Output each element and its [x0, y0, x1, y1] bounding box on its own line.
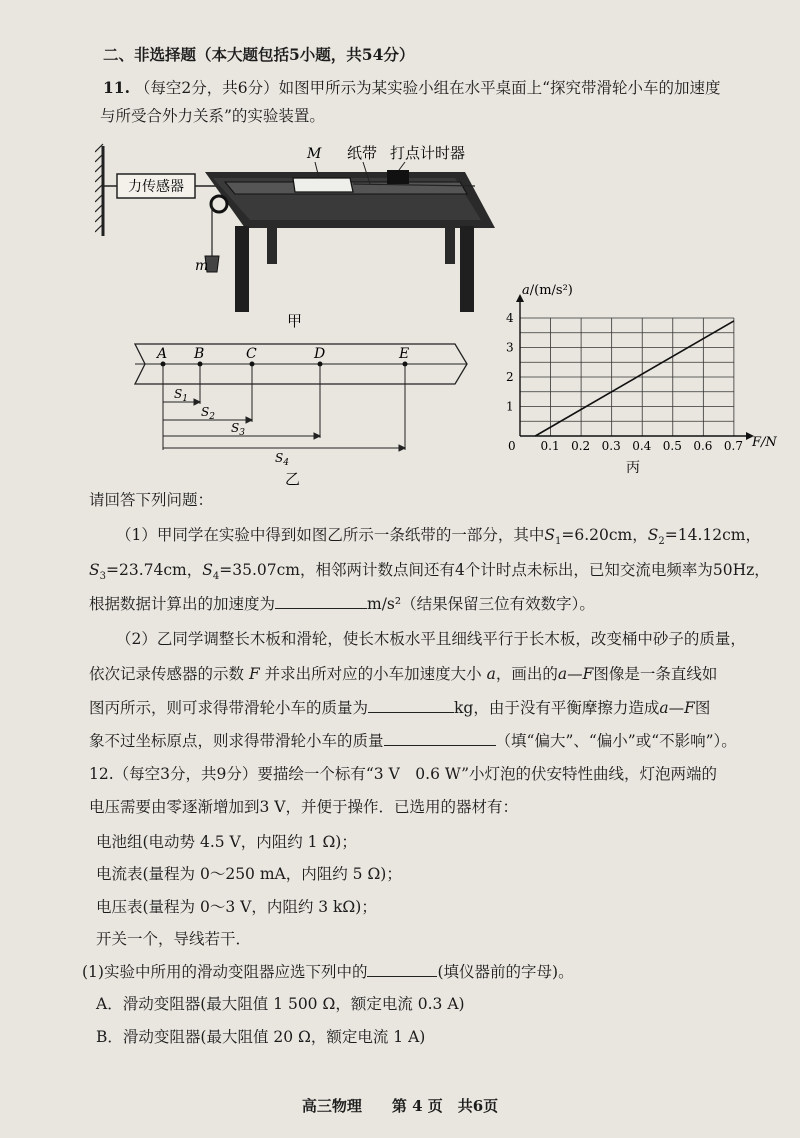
part2-line1: （2）乙同学调整长木板和滑轮，使长木板水平且细线平行于长木板，改变桶中砂子的质量，: [116, 630, 746, 648]
pulley: [211, 196, 227, 212]
point-e: E: [399, 346, 410, 362]
figure-caption-jia: 甲: [287, 312, 303, 330]
x-tick-label: 0.4: [632, 439, 652, 453]
answer-blank-bias[interactable]: [384, 731, 496, 746]
part1-line2: $S_3=23.74cm$，$S_4=35.07cm$，相邻两计数点间还有4个计时点未标出，已知交流电频率为50Hz，: [89, 561, 770, 583]
answer-blank-rheostat[interactable]: [367, 962, 437, 977]
bucket-label: m: [195, 258, 209, 274]
page-footer: 高三物理 第 4 页 共6页: [301, 1097, 499, 1115]
cart: [293, 178, 353, 192]
af-graph: [500, 278, 790, 478]
graph-x-label: F/N: [752, 435, 777, 450]
point-b: B: [194, 346, 205, 362]
af-line: [535, 321, 734, 436]
apparatus-figure: [95, 138, 505, 338]
part2-line2: 依次记录传感器的示数 F 并求出所对应的小车加速度大小 a，画出的a—F图像是一条直线如: [89, 665, 718, 683]
y-tick-label: 1: [506, 399, 514, 414]
point-d: D: [314, 346, 326, 362]
answer-blank-acceleration[interactable]: [275, 594, 367, 609]
q11-intro-line1: [103, 78, 721, 98]
part2-line4: 象不过坐标原点，则求得带滑轮小车的质量 （填“偏大”、“偏小”或“不影响”）。: [89, 732, 737, 750]
s2-label: $S_2$: [201, 405, 215, 422]
ask-prompt: 请回答下列问题：: [89, 491, 214, 509]
s4-label: $S_4$: [275, 451, 289, 468]
graph-y-label: a/(m/s²): [522, 283, 573, 298]
tape-figure: [125, 338, 480, 488]
y-tick-label: 3: [506, 340, 514, 355]
q12-ammeter: 电流表(量程为 0～250 mA，内阻约 5 Ω)；: [96, 865, 402, 883]
figure-caption-yi: 乙: [285, 470, 301, 488]
force-sensor-label: 力传感器: [128, 179, 184, 195]
q12-option-b: B．滑动变阻器(最大阻值 20 Ω，额定电流 1 A): [96, 1028, 426, 1046]
x-tick-label: 0.7: [723, 439, 743, 453]
q12-battery: 电池组(电动势 4.5 V，内阻约 1 Ω)；: [96, 833, 357, 851]
section-title: 二、非选择题（本大题包括5小题，共54分）: [103, 45, 415, 64]
q12-line2: 电压需要由零逐渐增加到3 V，并便于操作．已选用的器材有：: [89, 798, 518, 816]
tape-label: 纸带: [347, 144, 378, 162]
part1-line1: （1）甲同学在实验中得到如图乙所示一条纸带的一部分，其中$S_1=6.20cm$，$S_2=14.12cm$，: [116, 526, 762, 548]
x-tick-label: 0.3: [601, 439, 621, 453]
q12-option-a: A．滑动变阻器(最大阻值 1 500 Ω，额定电流 0.3 A): [96, 995, 465, 1013]
q12-voltmeter: 电压表(量程为 0～3 V，内阻约 3 kΩ)；: [96, 898, 377, 916]
y-tick-label: 0: [508, 439, 516, 453]
y-tick-label: 4: [506, 311, 514, 325]
point-c: C: [246, 346, 257, 362]
answer-blank-mass[interactable]: [368, 698, 454, 713]
timer-label: 打点计时器: [390, 144, 466, 162]
x-tick-label: 0.2: [571, 439, 591, 453]
y-tick-label: 2: [506, 370, 514, 384]
cart-label: M: [307, 146, 322, 162]
q11-number: 11.: [103, 78, 130, 97]
s3-label: $S_3$: [231, 421, 245, 438]
x-tick-label: 0.6: [693, 439, 713, 453]
part1-line3: 根据数据计算出的加速度为 m/s²（结果保留三位有效数字）。: [89, 595, 595, 613]
graph-axes: [516, 294, 754, 440]
timer: [387, 170, 409, 184]
q11-intro-line2: 与所受合外力关系”的实验装置。: [100, 107, 325, 125]
q12-line1: 12.（每空3分，共9分）要描绘一个标有“3 V 0.6 W”小灯泡的伏安特性曲线，灯泡两端的: [89, 765, 718, 783]
q11-intro: （每空2分，共6分）如图甲所示为某实验小组在水平桌面上“探究带滑轮小车的加速度: [134, 79, 721, 97]
q12-part1: (1)实验中所用的滑动变阻器应选下列中的 (填仪器前的字母)。: [82, 963, 574, 981]
s1-label: $S_1$: [174, 387, 188, 404]
figure-caption-bing: 丙: [626, 460, 640, 476]
x-tick-label: 0.1: [540, 439, 560, 453]
x-tick-label: 0.5: [662, 439, 682, 453]
part2-line3: 图丙所示，则可求得带滑轮小车的质量为 kg，由于没有平衡摩擦力造成a—F图: [89, 699, 711, 717]
graph-grid: [520, 318, 734, 436]
q12-switch: 开关一个，导线若干．: [96, 930, 252, 948]
point-a: A: [157, 346, 168, 362]
